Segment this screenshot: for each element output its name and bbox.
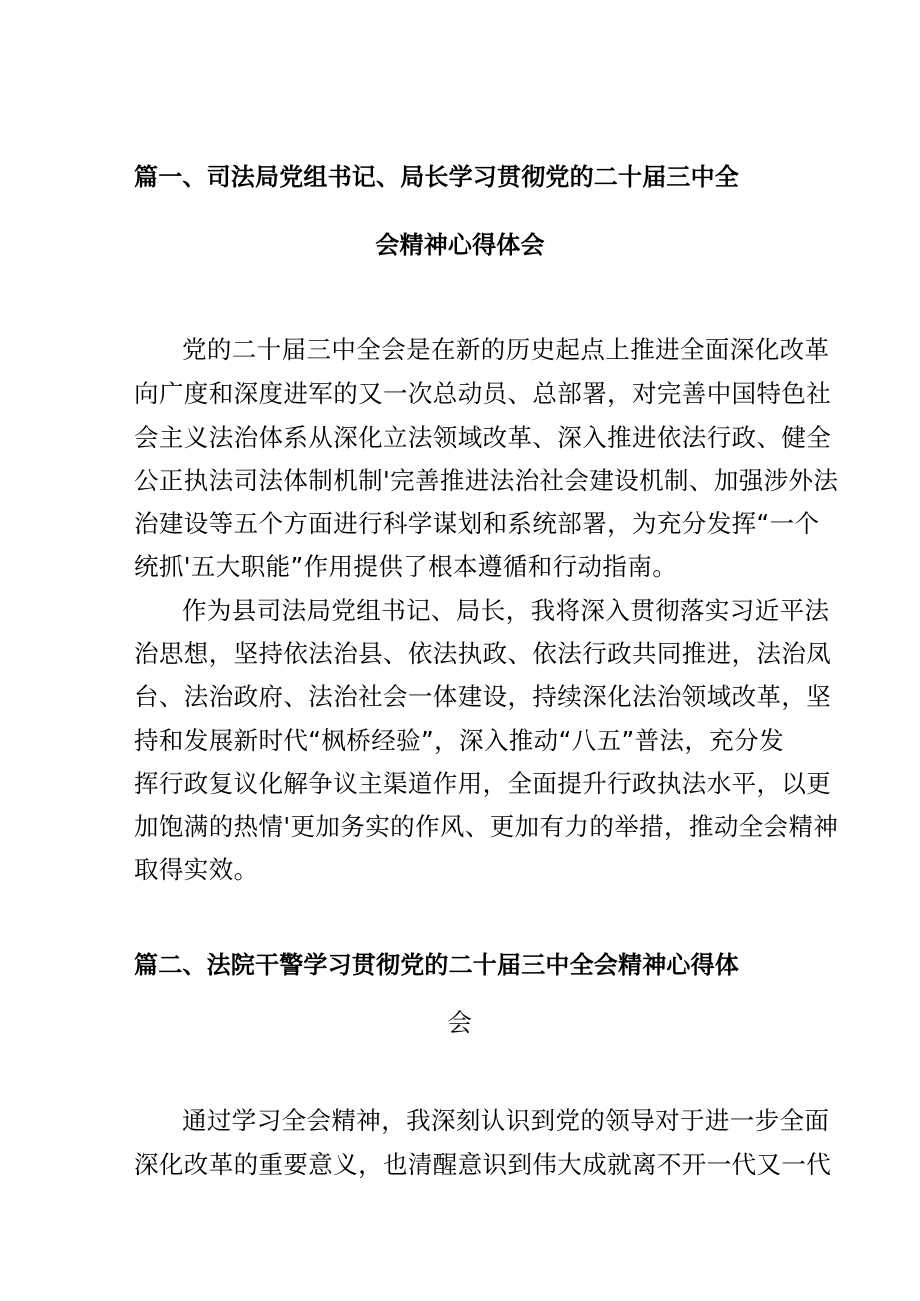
section1-p2-line: 作为县司法局党组书记、局长，我将深入贯彻落实习近平法 <box>182 596 830 625</box>
section2-title-line2: 会 <box>447 1008 473 1037</box>
section1-title-line2: 会精神心得体会 <box>375 231 545 259</box>
section1-p1-line: 统抓'五大职能”作用提供了根本遵循和行动指南。 <box>134 552 678 581</box>
section2-title-line1: 篇二、法院干警学习贯彻党的二十届三中全会精神心得体 <box>134 951 739 979</box>
section1-p2-line: 治思想，坚持依法治县、依法执政、依法行政共同推进，法治凤 <box>134 639 832 668</box>
section1-title-line1: 篇一、司法局党组书记、局长学习贯彻党的二十届三中全 <box>134 163 739 191</box>
section1-p1-line: 公正执法司法体制机制'完善推进法治社会建设机制、加强涉外法 <box>134 466 839 495</box>
section1-p2-line: 持和发展新时代“枫桥经验”，深入推动“八五”普法，充分发 <box>134 726 784 755</box>
section1-p1-line: 党的二十届三中全会是在新的历史起点上推进全面深化改革 <box>182 335 830 364</box>
section1-p1-line: 会主义法治体系从深化立法领域改革、深入推进依法行政、健全 <box>134 423 832 452</box>
section1-p1-line: 向广度和深度进军的又一次总动员、总部署，对完善中国特色社 <box>134 379 832 408</box>
section1-p2-line: 取得实效。 <box>134 855 259 884</box>
section1-p2-line: 台、法治政府、法治社会一体建设，持续深化法治领域改革，坚 <box>134 682 832 711</box>
section1-p2-line: 加饱满的热情'更加务实的作风、更加有力的举措，推动全会精神 <box>134 812 839 841</box>
section1-p1-line: 治建设等五个方面进行科学谋划和系统部署，为充分发挥“一个 <box>134 509 820 538</box>
section1-p2-line: 挥行政复议化解争议主渠道作用，全面提升行政执法水平，以更 <box>134 769 832 798</box>
section2-p1-line: 通过学习全会精神，我深刻认识到党的领导对于进一步全面 <box>182 1106 830 1135</box>
section2-p1-line: 深化改革的重要意义，也清醒意识到伟大成就离不开一代又一代 <box>134 1150 832 1179</box>
